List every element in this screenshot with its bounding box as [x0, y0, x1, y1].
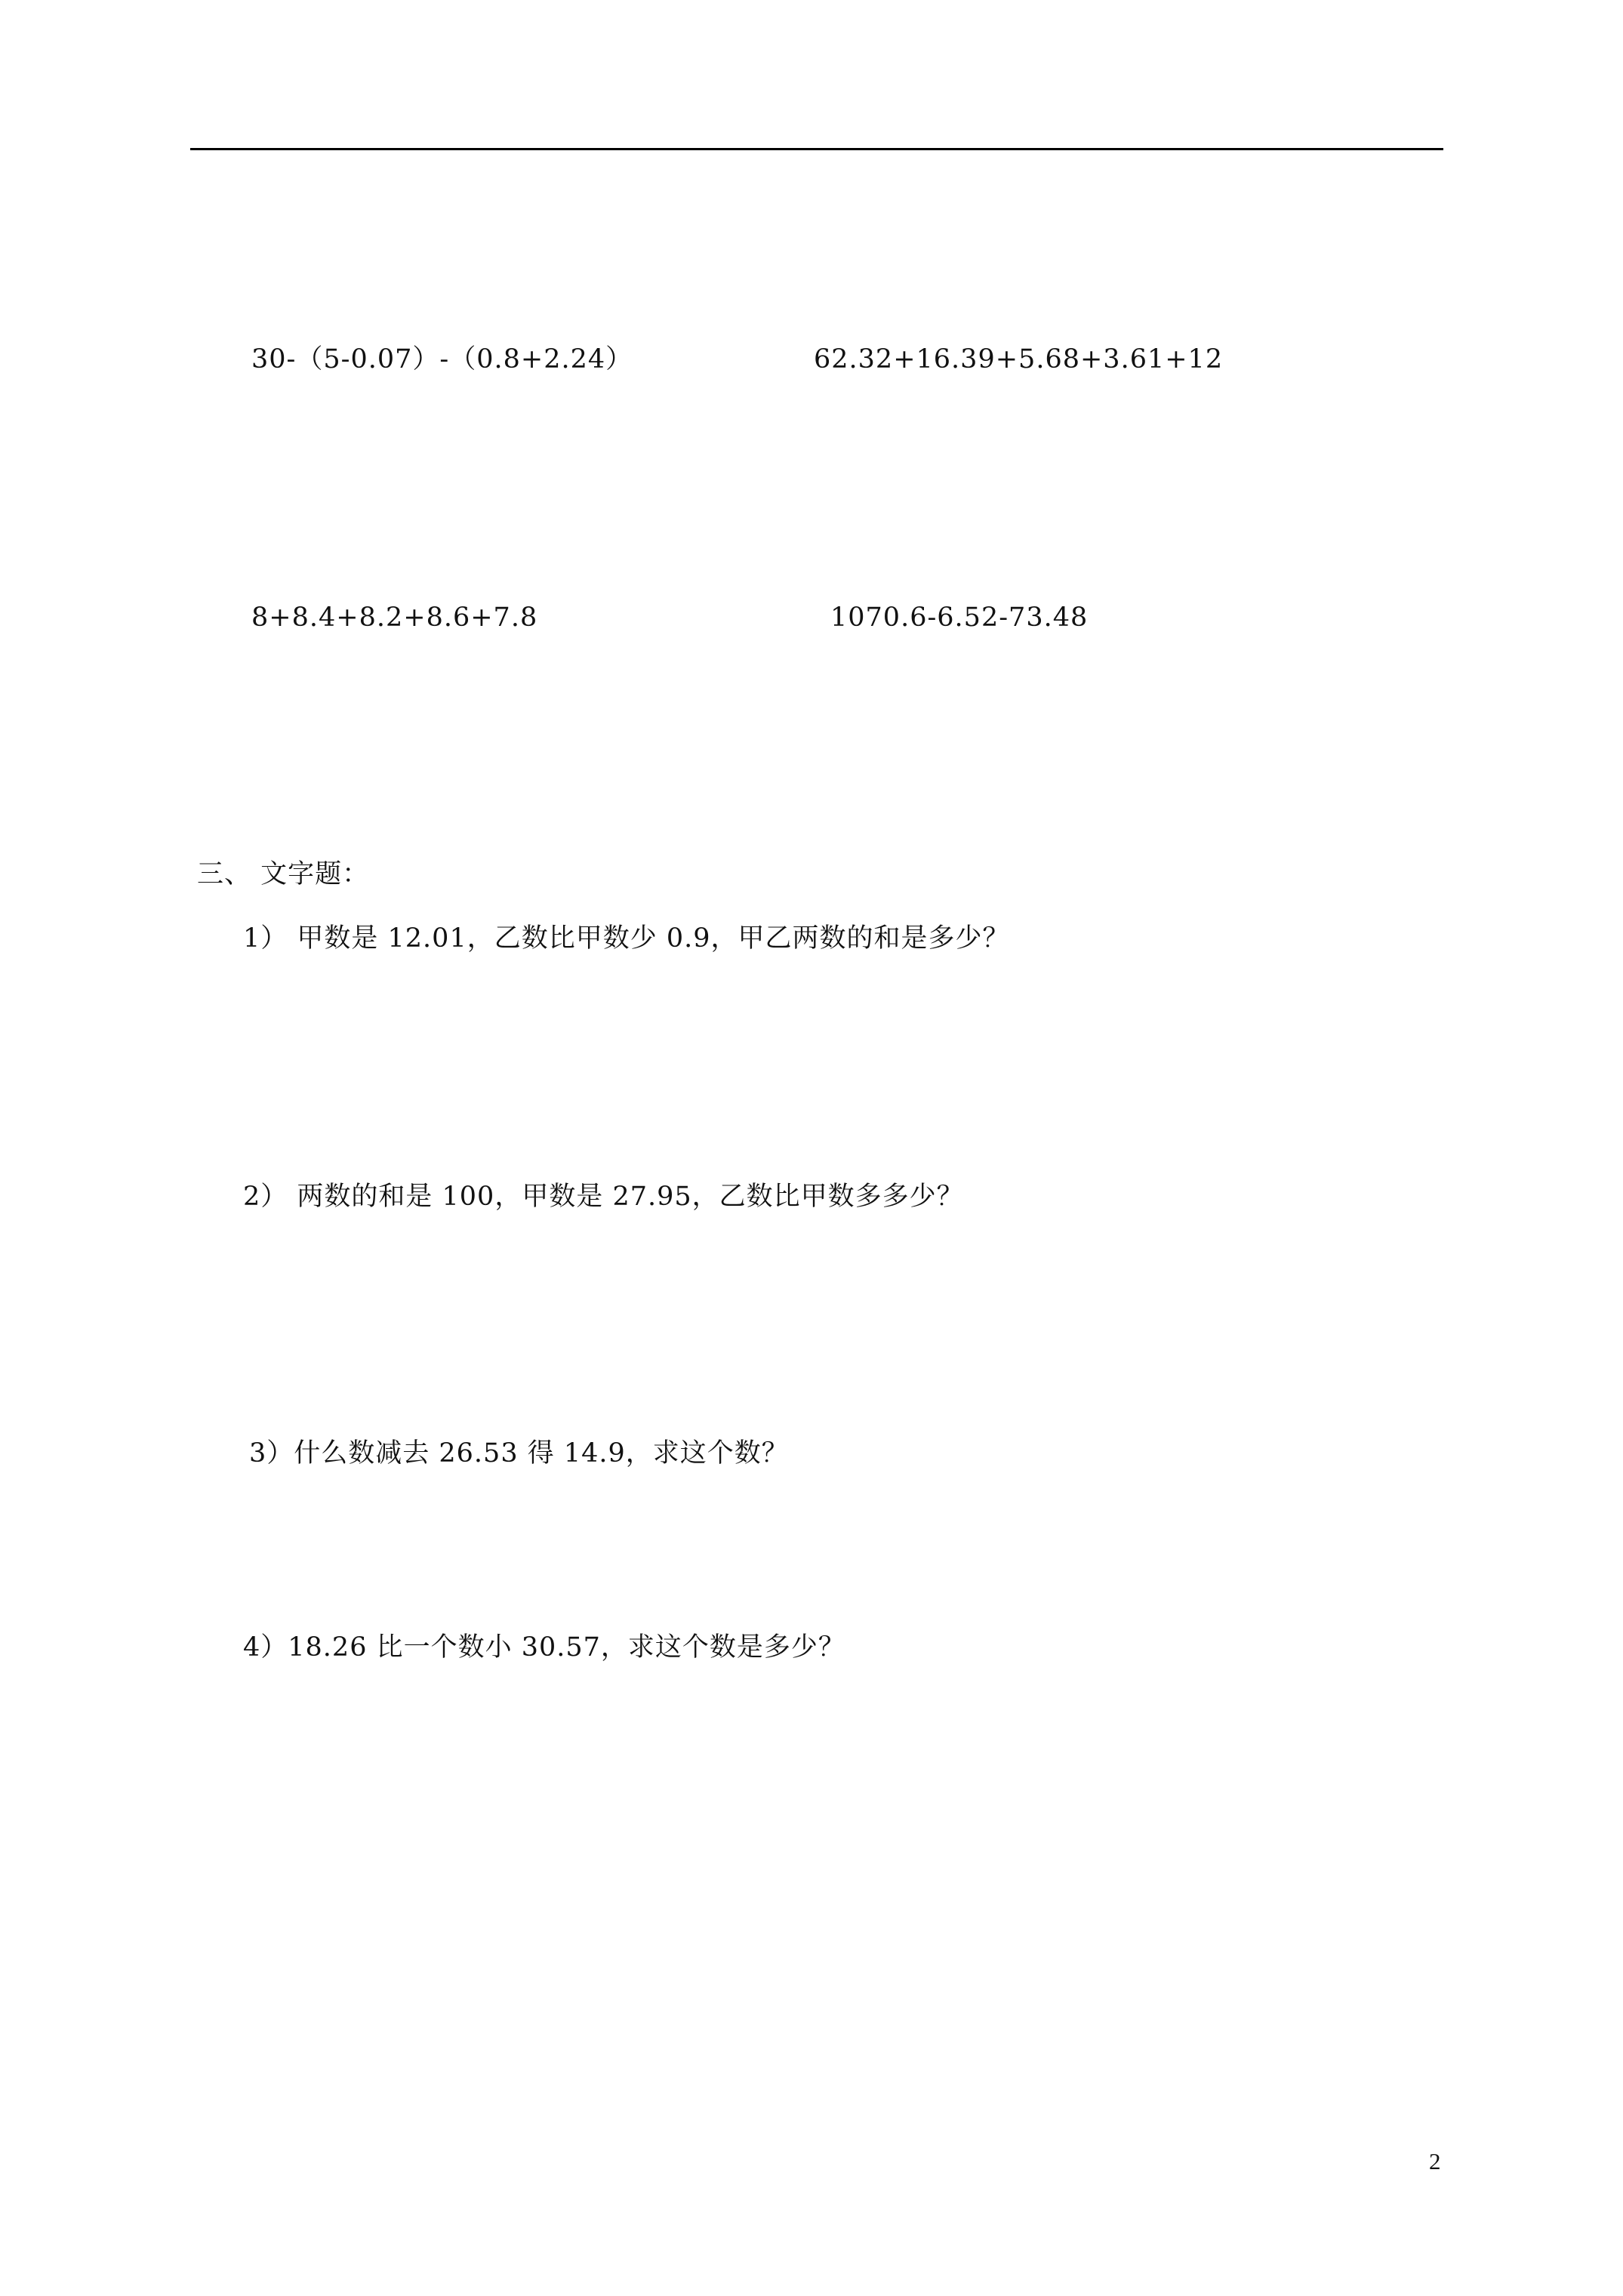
expression-3: 8+8.4+8.2+8.6+7.8 — [251, 603, 538, 633]
page-number: 2 — [1429, 2148, 1441, 2174]
expression-4: 1070.6-6.52-73.48 — [830, 603, 1089, 633]
question-2: 2） 两数的和是 100，甲数是 27.95，乙数比甲数多多少？ — [243, 1182, 964, 1212]
expression-2: 62.32+16.39+5.68+3.61+12 — [814, 344, 1224, 374]
expression-1: 30-（5-0.07）-（0.8+2.24） — [251, 344, 633, 374]
section-heading: 三、 文字题： — [197, 859, 370, 889]
question-4: 4）18.26 比一个数小 30.57，求这个数是多少？ — [243, 1632, 845, 1663]
question-1: 1） 甲数是 12.01，乙数比甲数少 0.9，甲乙两数的和是多少？ — [243, 923, 1010, 954]
question-3: 3）什么数减去 26.53 得 14.9，求这个数？ — [249, 1438, 789, 1469]
header-rule — [190, 148, 1443, 150]
